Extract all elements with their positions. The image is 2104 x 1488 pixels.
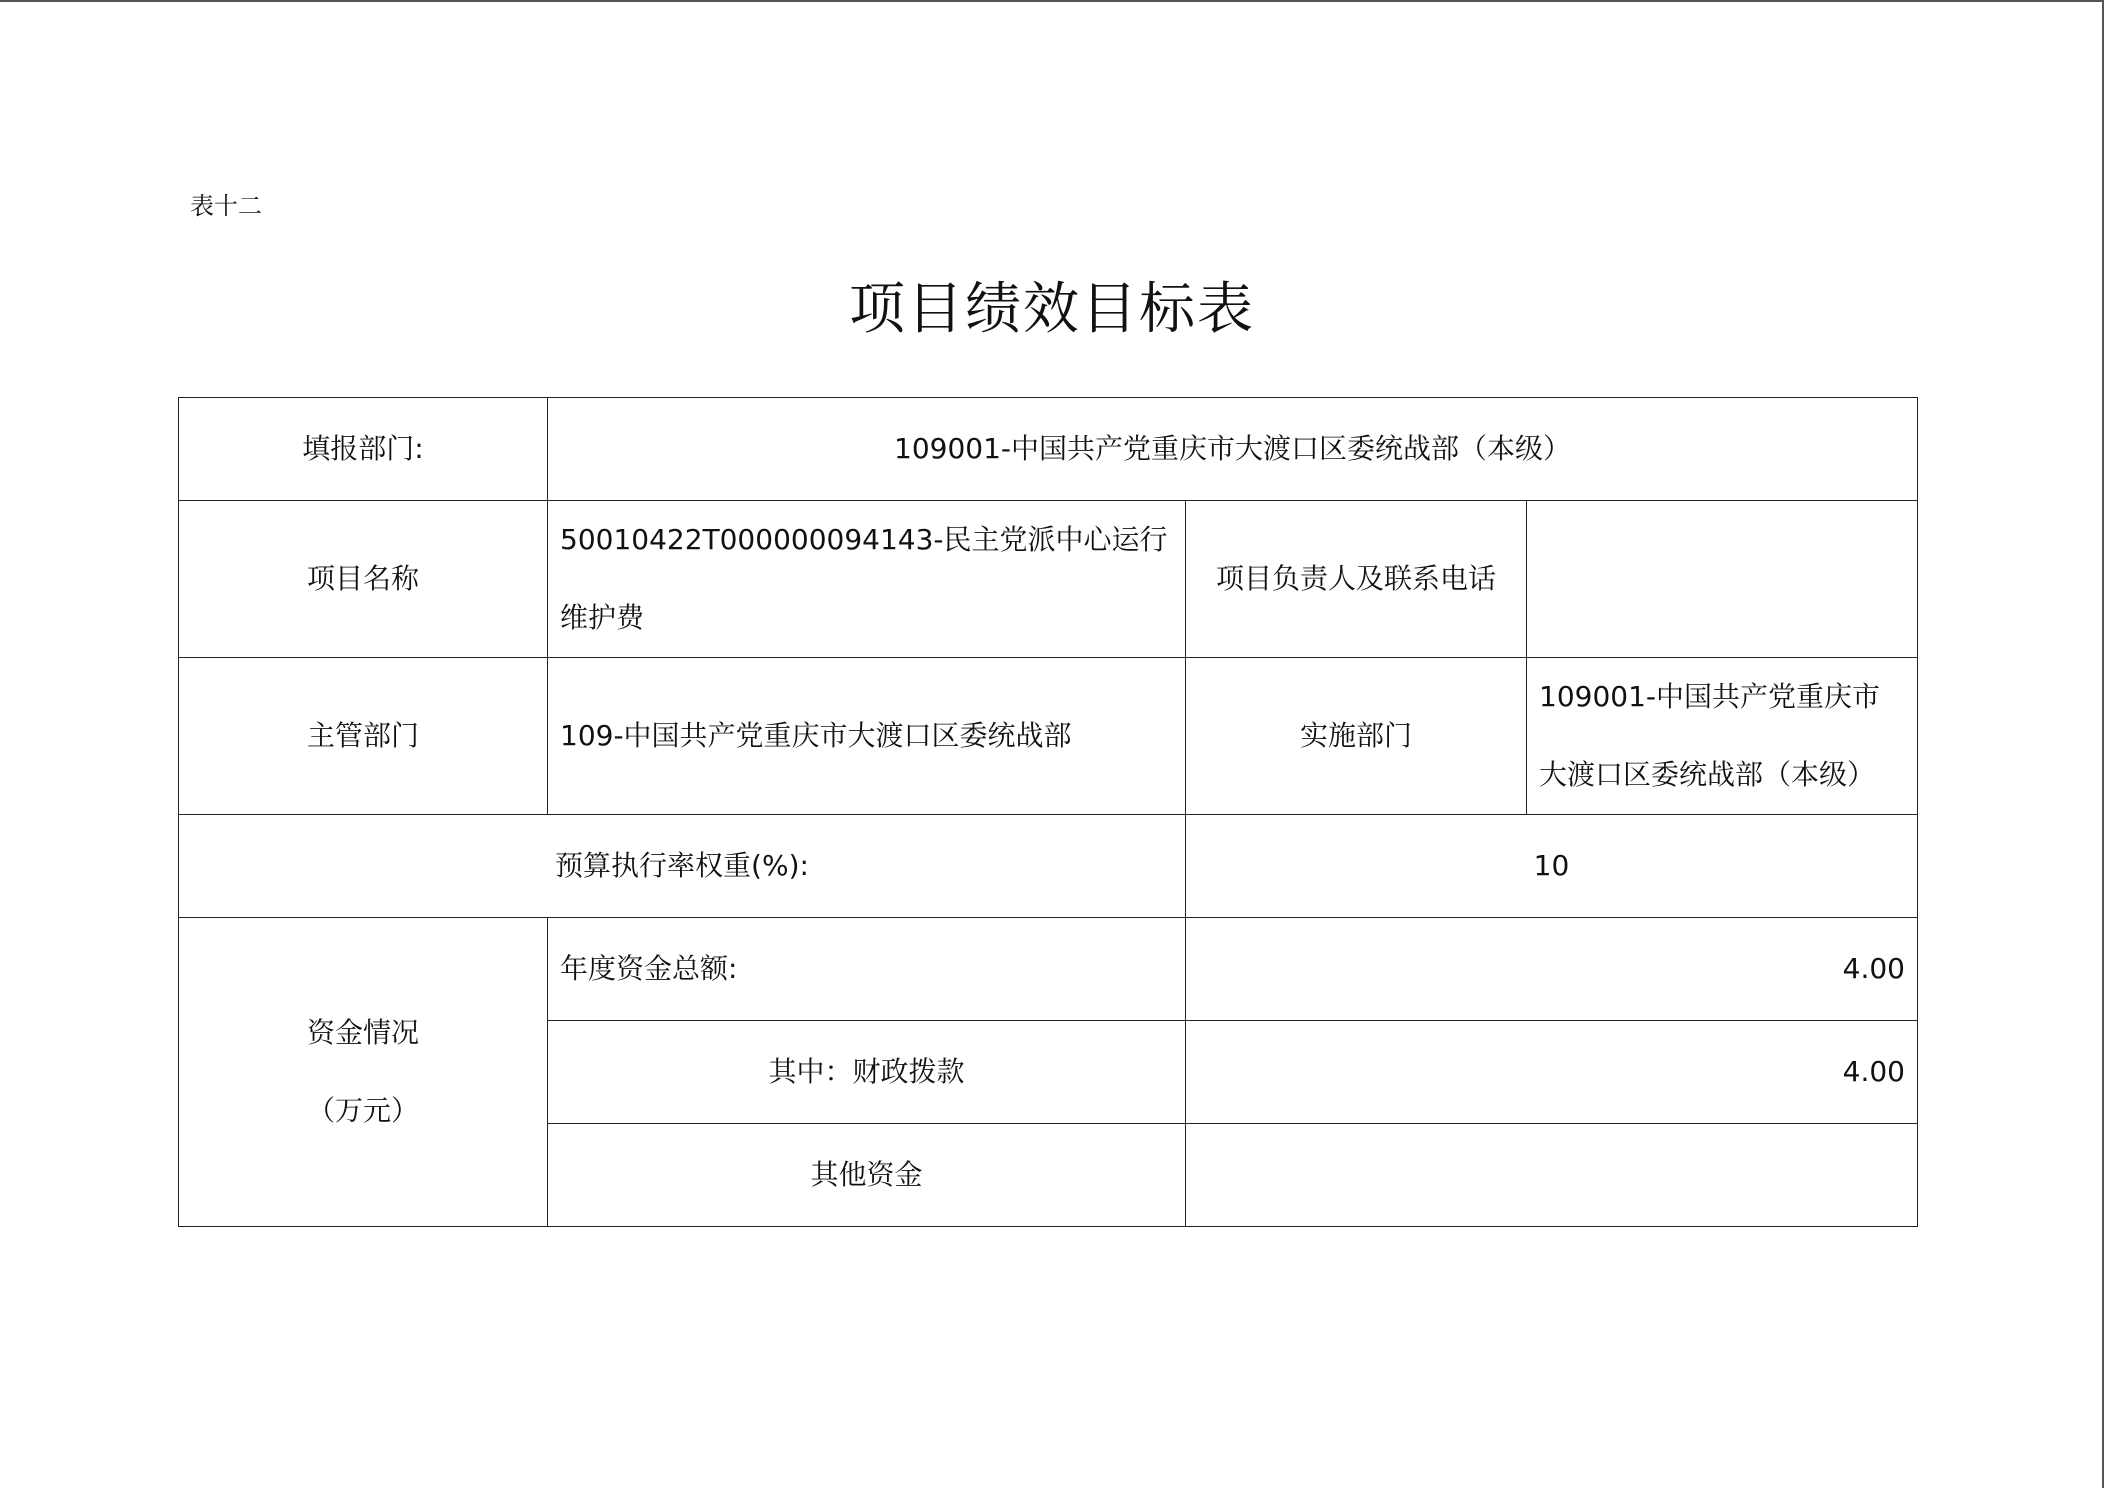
implementing-dept-label: 实施部门 [1186, 658, 1527, 815]
table-row [179, 658, 1918, 815]
supervising-dept-value: 109-中国共产党重庆市大渡口区委统战部 [548, 658, 1186, 815]
table-row [179, 918, 1918, 1021]
performance-target-table [178, 397, 1918, 1227]
funds-label [179, 918, 548, 1227]
project-name-label: 项目名称 [179, 501, 548, 658]
page-border-top [0, 0, 2104, 2]
supervising-dept-label: 主管部门 [179, 658, 548, 815]
other-funds-value [1186, 1124, 1918, 1227]
reporting-dept-label: 填报部门: [179, 398, 548, 501]
table-row [179, 815, 1918, 918]
table-row [179, 398, 1918, 501]
other-funds-label: 其他资金 [548, 1124, 1186, 1227]
page-title: 项目绩效目标表 [849, 277, 1255, 342]
project-leader-label: 项目负责人及联系电话 [1186, 501, 1527, 658]
budget-weight-value: 10 [1186, 815, 1918, 918]
project-leader-value [1527, 501, 1918, 658]
fiscal-label: 其中：财政拨款 [548, 1021, 1186, 1124]
annual-total-value: 4.00 [1186, 918, 1918, 1021]
project-name-value: 50010422T000000094143-民主党派中心运行维护费 [548, 501, 1186, 658]
table-number: 表十二 [190, 192, 262, 220]
reporting-dept-value: 109001-中国共产党重庆市大渡口区委统战部（本级） [548, 398, 1918, 501]
annual-total-label: 年度资金总额: [548, 918, 1186, 1021]
fiscal-value: 4.00 [1186, 1021, 1918, 1124]
funds-label-line1: 资金情况 [306, 1016, 419, 1049]
implementing-dept-value: 109001-中国共产党重庆市大渡口区委统战部（本级） [1527, 658, 1918, 815]
funds-label-line2: （万元） [306, 1094, 419, 1127]
table-row [179, 501, 1918, 658]
budget-weight-label: 预算执行率权重(%): [179, 815, 1186, 918]
